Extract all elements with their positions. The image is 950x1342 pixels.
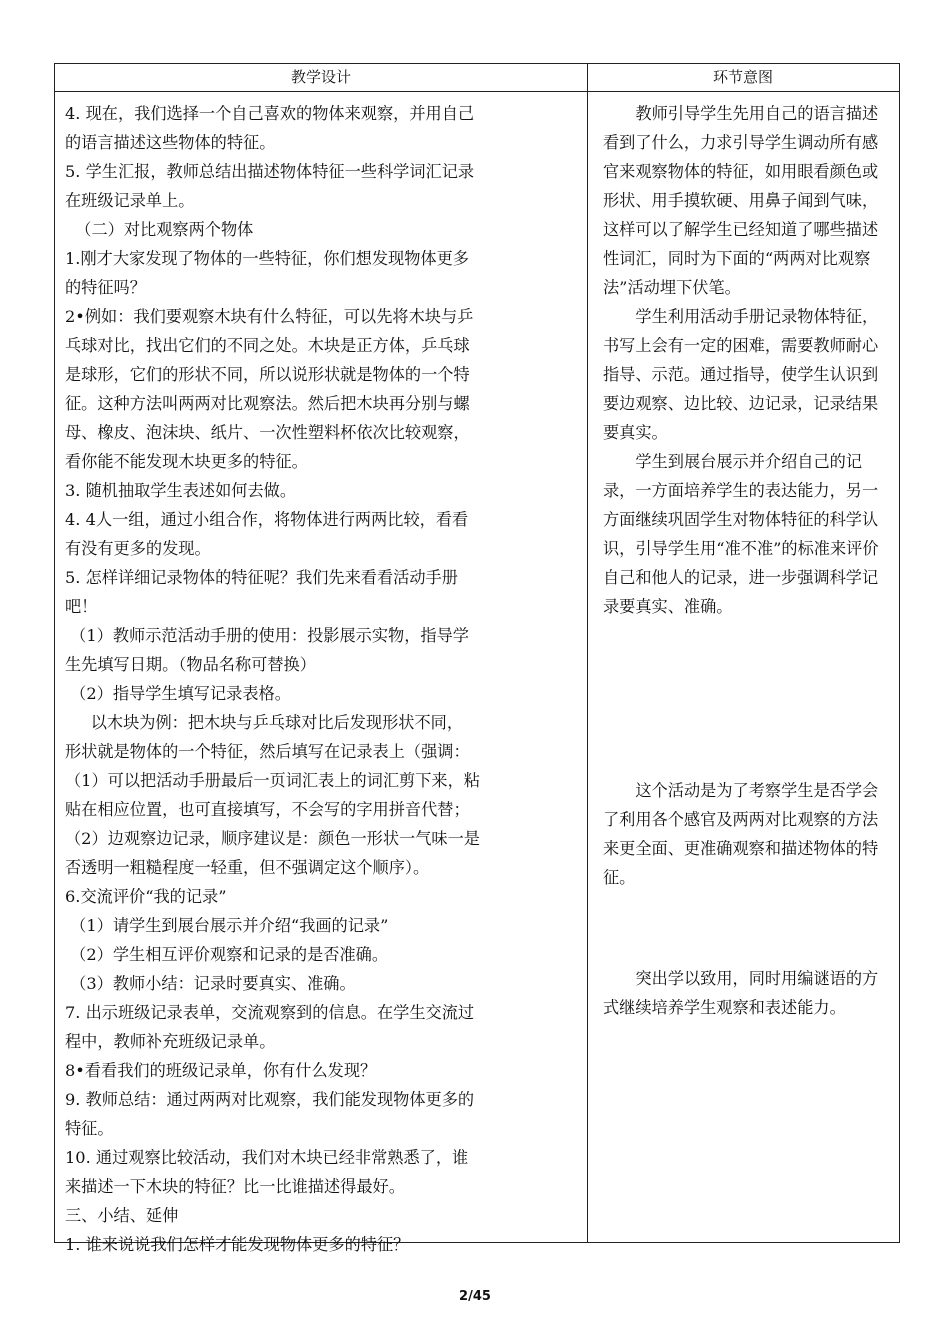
design-line: 1. 谁来说说我们怎样才能发现物体更多的特征？ — [65, 1235, 410, 1254]
design-line: 3. 随机抽取学生表述如何去做。 — [65, 481, 297, 500]
design-line: 形状就是物体的一个特征，然后填写在记录表上（强调： — [65, 742, 470, 761]
intent-paragraph: 教师引导学生先用自己的语言描述看到了什么，力求引导学生调动所有感官来观察物体的特征，如用眼看颜色或形状、用手摸软硬、用鼻子闻到气味，这样可以了解学生已经知道了哪些描述性词汇，同时为下面的“两两对比观察法”活动埋下伏笔。 — [603, 104, 879, 297]
header-teaching-design: 教学设计 — [290, 68, 351, 86]
design-line: 10. 通过观察比较活动，我们对木块已经非常熟悉了，谁 — [65, 1148, 469, 1167]
design-line: 5. 学生汇报，教师总结出描述物体特征一些科学词汇记录 — [65, 162, 475, 181]
design-line: 来描述一下木块的特征？比一比谁描述得最好。 — [65, 1177, 405, 1196]
intent-paragraph: 学生利用活动手册记录物体特征，书写上会有一定的困难，需要教师耐心指导、示范。通过指导，使学生认识到要边观察、边比较、边记录，记录结果要真实。 — [603, 307, 879, 442]
design-line: 是球形，它们的形状不同，所以说形状就是物体的一个特 — [65, 365, 470, 384]
design-line: 的特征吗？ — [65, 278, 146, 297]
design-line: （1）请学生到展台展示并介绍“我画的记录” — [65, 916, 389, 935]
design-line: 有没有更多的发现。 — [65, 539, 211, 558]
design-line: 乓球对比，找出它们的不同之处。木块是正方体，乒乓球 — [65, 336, 470, 355]
design-line: 生先填写日期。（物品名称可替换） — [65, 655, 316, 674]
design-line: 4. 现在，我们选择一个自己喜欢的物体来观察，并用自己 — [65, 104, 475, 123]
design-line: 在班级记录单上。 — [65, 191, 195, 210]
header-section-intent: 环节意图 — [712, 68, 773, 86]
design-line: 的语言描述这些物体的特征。 — [65, 133, 276, 152]
intent-paragraph: 这个活动是为了考察学生是否学会了利用各个感官及两两对比观察的方法来更全面、更准确观察和描述物体的特征。 — [603, 781, 879, 887]
design-line: 三、小结、延伸 — [65, 1206, 179, 1225]
design-line: （1）可以把活动手册最后一页词汇表上的词汇剪下来，粘 — [65, 771, 480, 790]
design-line: 2•例如：我们要观察木块有什么特征，可以先将木块与乒 — [65, 307, 474, 326]
design-line: 母、橡皮、泡沫块、纸片、一次性塑料杯依次比较观察， — [65, 423, 470, 442]
intent-paragraph: 突出学以致用，同时用编谜语的方式继续培养学生观察和表述能力。 — [603, 969, 879, 1017]
lesson-plan-table — [54, 63, 900, 1254]
design-line: 贴在相应位置，也可直接填写，不会写的字用拼音代替； — [65, 800, 470, 819]
design-line: 6.交流评价“我的记录” — [65, 887, 227, 906]
column-divider — [587, 64, 588, 1242]
intent-paragraph: 学生到展台展示并介绍自己的记录，一方面培养学生的表达能力，另一方面继续巩固学生对物体特征的科学认识，引导学生用“准不准”的标准来评价自己和他人的记录，进一步强调科学记录要真实、准确。 — [603, 452, 879, 616]
design-line: （二）对比观察两个物体 — [65, 220, 254, 239]
design-line: 看你能不能发现木块更多的特征。 — [65, 452, 308, 471]
section-intent-column — [603, 99, 889, 1022]
design-line: 9. 教师总结：通过两两对比观察，我们能发现物体更多的 — [65, 1090, 475, 1109]
design-line: 否透明一粗糙程度一轻重，但不强调定这个顺序）。 — [65, 858, 430, 877]
table-header-row — [55, 64, 899, 92]
design-line: （2）学生相互评价观察和记录的是否准确。 — [65, 945, 389, 964]
design-line: 8•看看我们的班级记录单，你有什么发现？ — [65, 1061, 377, 1080]
page-number: 2/45 — [459, 1289, 491, 1304]
design-line: （2）边观察边记录，顺序建议是：颜色一形状一气味一是 — [65, 829, 480, 848]
design-line: 7. 出示班级记录表单，交流观察到的信息。在学生交流过 — [65, 1003, 475, 1022]
design-line: 特征。 — [65, 1119, 114, 1138]
design-line: 1.刚才大家发现了物体的一些特征，你们想发现物体更多 — [65, 249, 469, 268]
design-line: （1）教师示范活动手册的使用：投影展示实物，指导学 — [65, 626, 469, 645]
teaching-design-column — [65, 99, 579, 1259]
design-line: 4. 4人一组，通过小组合作，将物体进行两两比较，看看 — [65, 510, 469, 529]
design-line: 吧！ — [65, 597, 98, 616]
design-line: 5. 怎样详细记录物体的特征呢？我们先来看看活动手册 — [65, 568, 458, 587]
design-line: （3）教师小结：记录时要真实、准确。 — [65, 974, 356, 993]
design-line: （2）指导学生填写记录表格。 — [65, 684, 291, 703]
design-line: 征。这种方法叫两两对比观察法。然后把木块再分别与螺 — [65, 394, 470, 413]
design-line: 程中，教师补充班级记录单。 — [65, 1032, 276, 1051]
design-line: 以木块为例：把木块与乒乓球对比后发现形状不同， — [65, 713, 464, 732]
